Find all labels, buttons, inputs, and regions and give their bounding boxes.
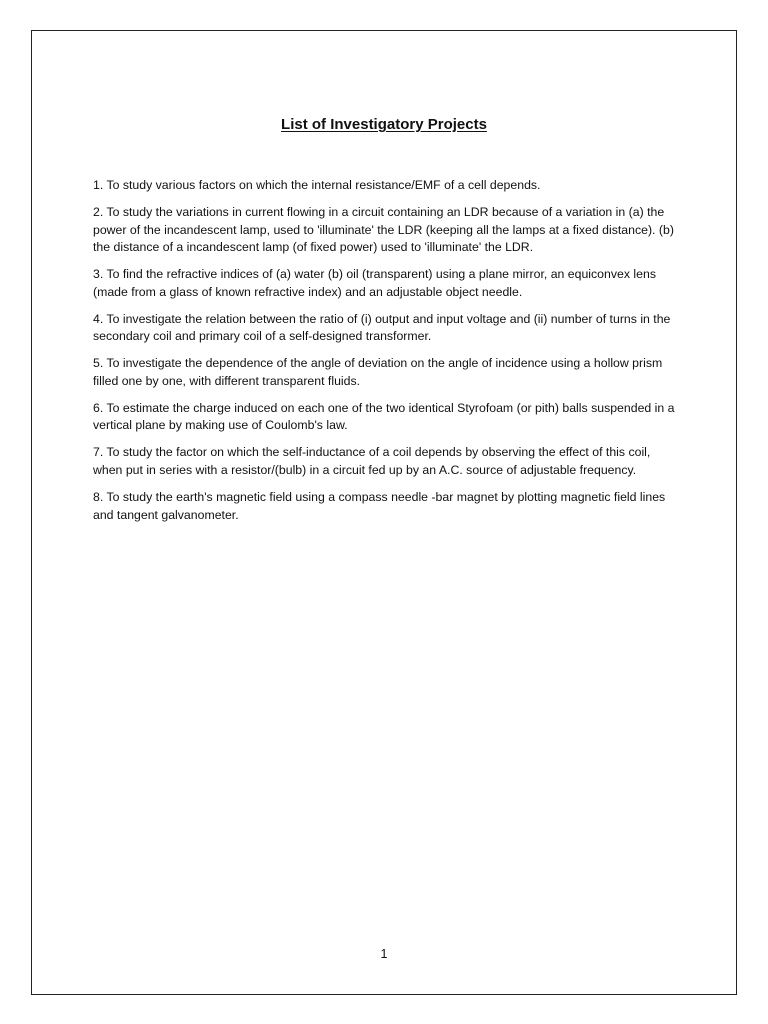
- list-item: 3. To find the refractive indices of (a) water (b) oil (transparent) using a plane mirror, an equiconvex lens (made from a glass of known refractive index) and an adjustable object needle.: [93, 267, 656, 299]
- list-item: 7. To study the factor on which the self-inductance of a coil depends by observing the effect of this coil, when put in series with a resistor/(bulb) in a circuit fed up by an A.C. source of adjustable frequency.: [93, 445, 651, 478]
- list-item: 1. To study various factors on which the internal resistance/EMF of a cell depends.: [93, 178, 541, 192]
- page-title: List of Investigatory Projects: [281, 116, 487, 133]
- list-item: 2. To study the variations in current flowing in a circuit containing an LDR because of a variation in (a) the power of the incandescent lamp, used to 'illuminate' the LDR (keeping all the lamps at a fixed distance). (b) the distance of a incandescent lamp (of fixed power) used to 'illuminate' the LDR.: [93, 204, 674, 255]
- list-item: 4. To investigate the relation between the ratio of (i) output and input voltage and (ii) number of turns in the secondary coil and primary coil of a self-designed transformer.: [93, 311, 671, 344]
- page-number: 1: [380, 947, 388, 961]
- list-item: 6. To estimate the charge induced on each one of the two identical Styrofoam (or pith) balls suspended in a vertical plane by making use of Coulomb's law.: [93, 400, 675, 433]
- list-item: 8. To study the earth's magnetic field using a compass needle -bar magnet by plotting magnetic field lines and tangent galvanometer.: [93, 490, 666, 522]
- project-list: [93, 177, 683, 534]
- list-item: 5. To investigate the dependence of the angle of deviation on the angle of incidence using a hollow prism filled one by one, with different transparent fluids.: [93, 356, 663, 388]
